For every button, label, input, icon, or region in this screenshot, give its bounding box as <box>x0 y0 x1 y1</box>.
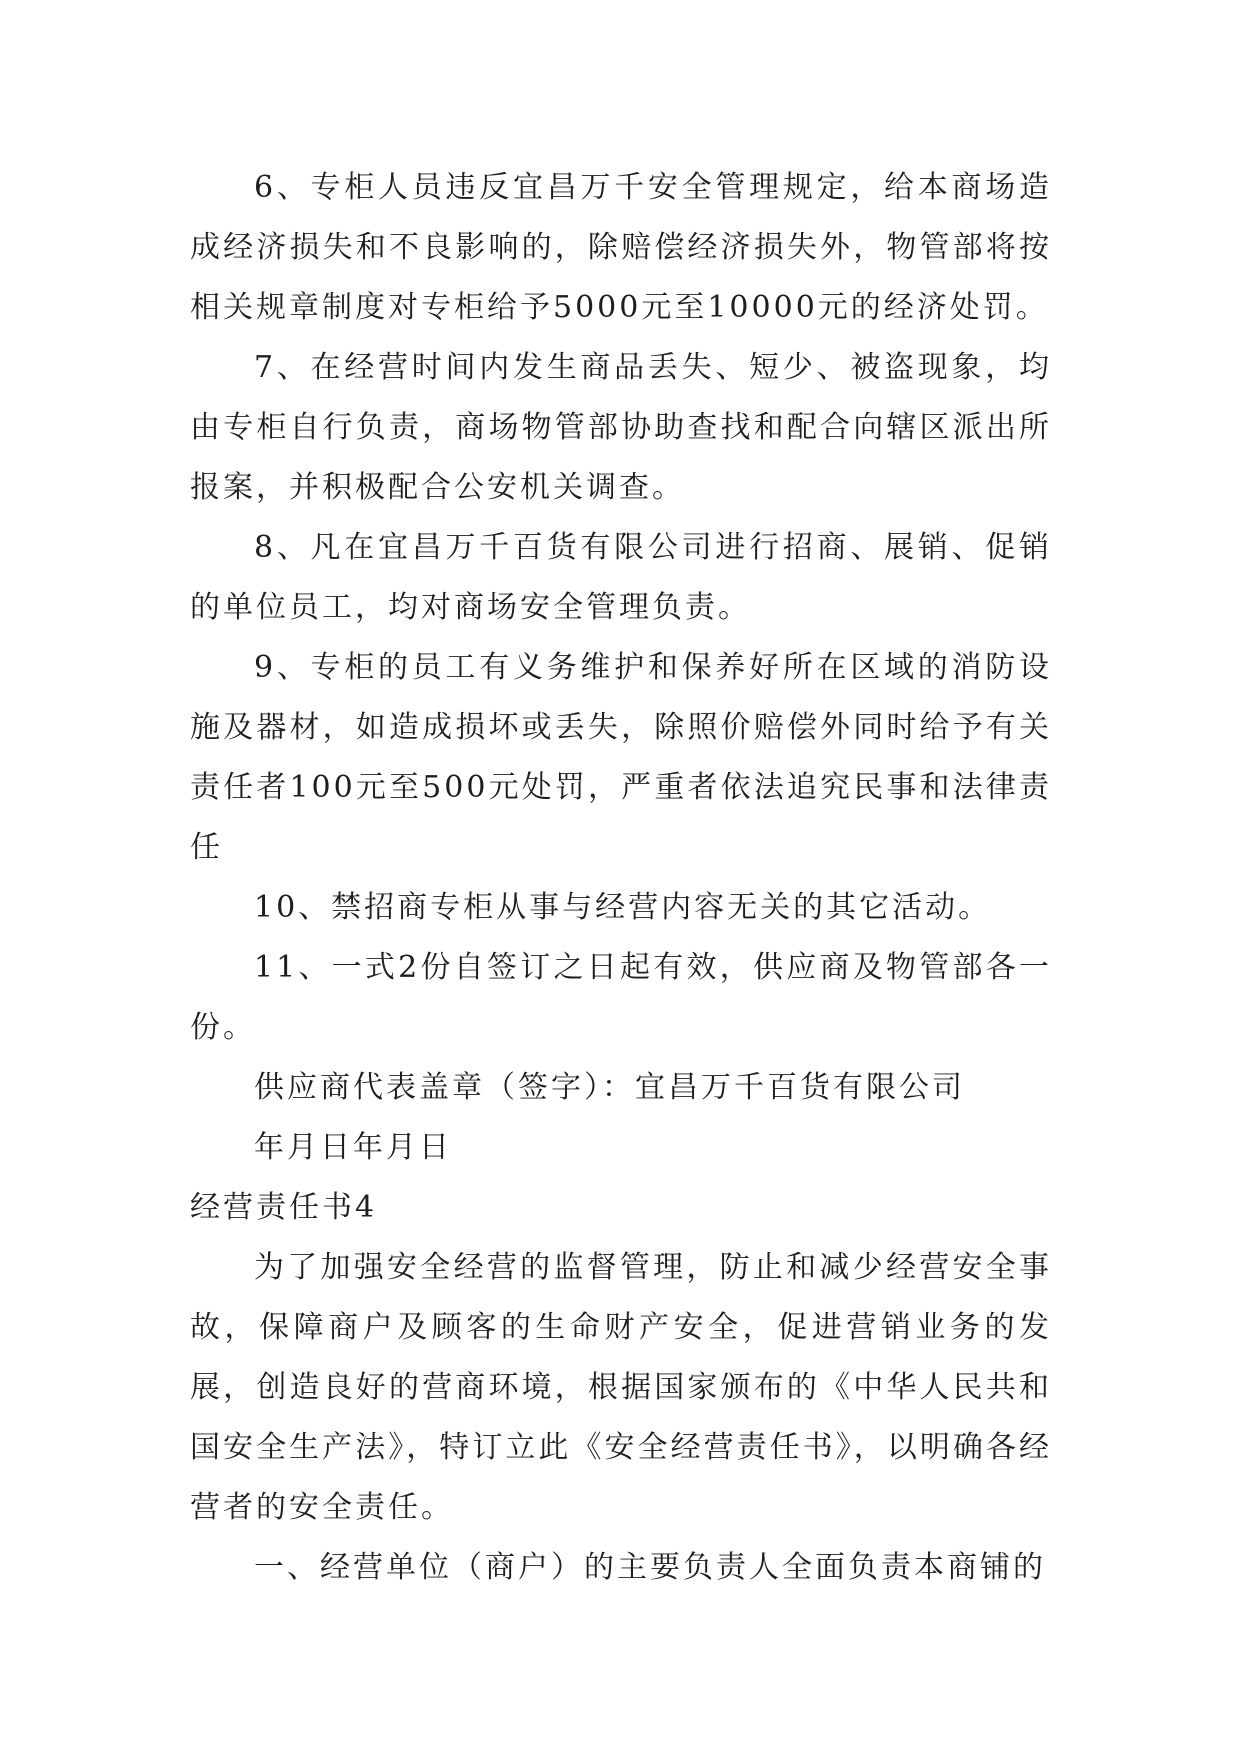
paragraph-clause-9: 9、专柜的员工有义务维护和保养好所在区域的消防设施及器材，如造成损坏或丢失，除照价赔偿外同时给予有关责任者100元至500元处罚，严重者依法追究民事和法律责任 <box>190 650 1052 865</box>
date-line: 年月日年月日 <box>254 1130 452 1165</box>
paragraph-clause-10: 10、禁招商专柜从事与经营内容无关的其它活动。 <box>254 890 992 925</box>
paragraph-item-1: 一、经营单位（商户）的主要负责人全面负责本商铺的 <box>254 1550 1046 1585</box>
section-heading: 经营责任书4 <box>190 1190 378 1225</box>
signature-line: 供应商代表盖章（签字）：宜昌万千百货有限公司 <box>254 1070 965 1105</box>
document-page <box>190 158 1052 1598</box>
paragraph-clause-8: 8、凡在宜昌万千百货有限公司进行招商、展销、促销的单位员工，均对商场安全管理负责。 <box>190 530 1052 625</box>
paragraph-clause-7: 7、在经营时间内发生商品丢失、短少、被盗现象，均由专柜自行负责，商场物管部协助查找和配合向辖区派出所报案，并积极配合公安机关调查。 <box>190 350 1052 505</box>
paragraph-intro: 为了加强安全经营的监督管理，防止和减少经营安全事故，保障商户及顾客的生命财产安全，促进营销业务的发展，创造良好的营商环境，根据国家颁布的《中华人民共和国安全生产法》，特订立此《安全经营责任书》，以明确各经营者的安全责任。 <box>190 1250 1052 1525</box>
paragraph-clause-6: 6、专柜人员违反宜昌万千安全管理规定，给本商场造成经济损失和不良影响的，除赔偿经济损失外，物管部将按相关规章制度对专柜给予5000元至10000元的经济处罚。 <box>190 170 1052 325</box>
paragraph-clause-11: 11、一式2份自签订之日起有效，供应商及物管部各一份。 <box>190 950 1052 1045</box>
